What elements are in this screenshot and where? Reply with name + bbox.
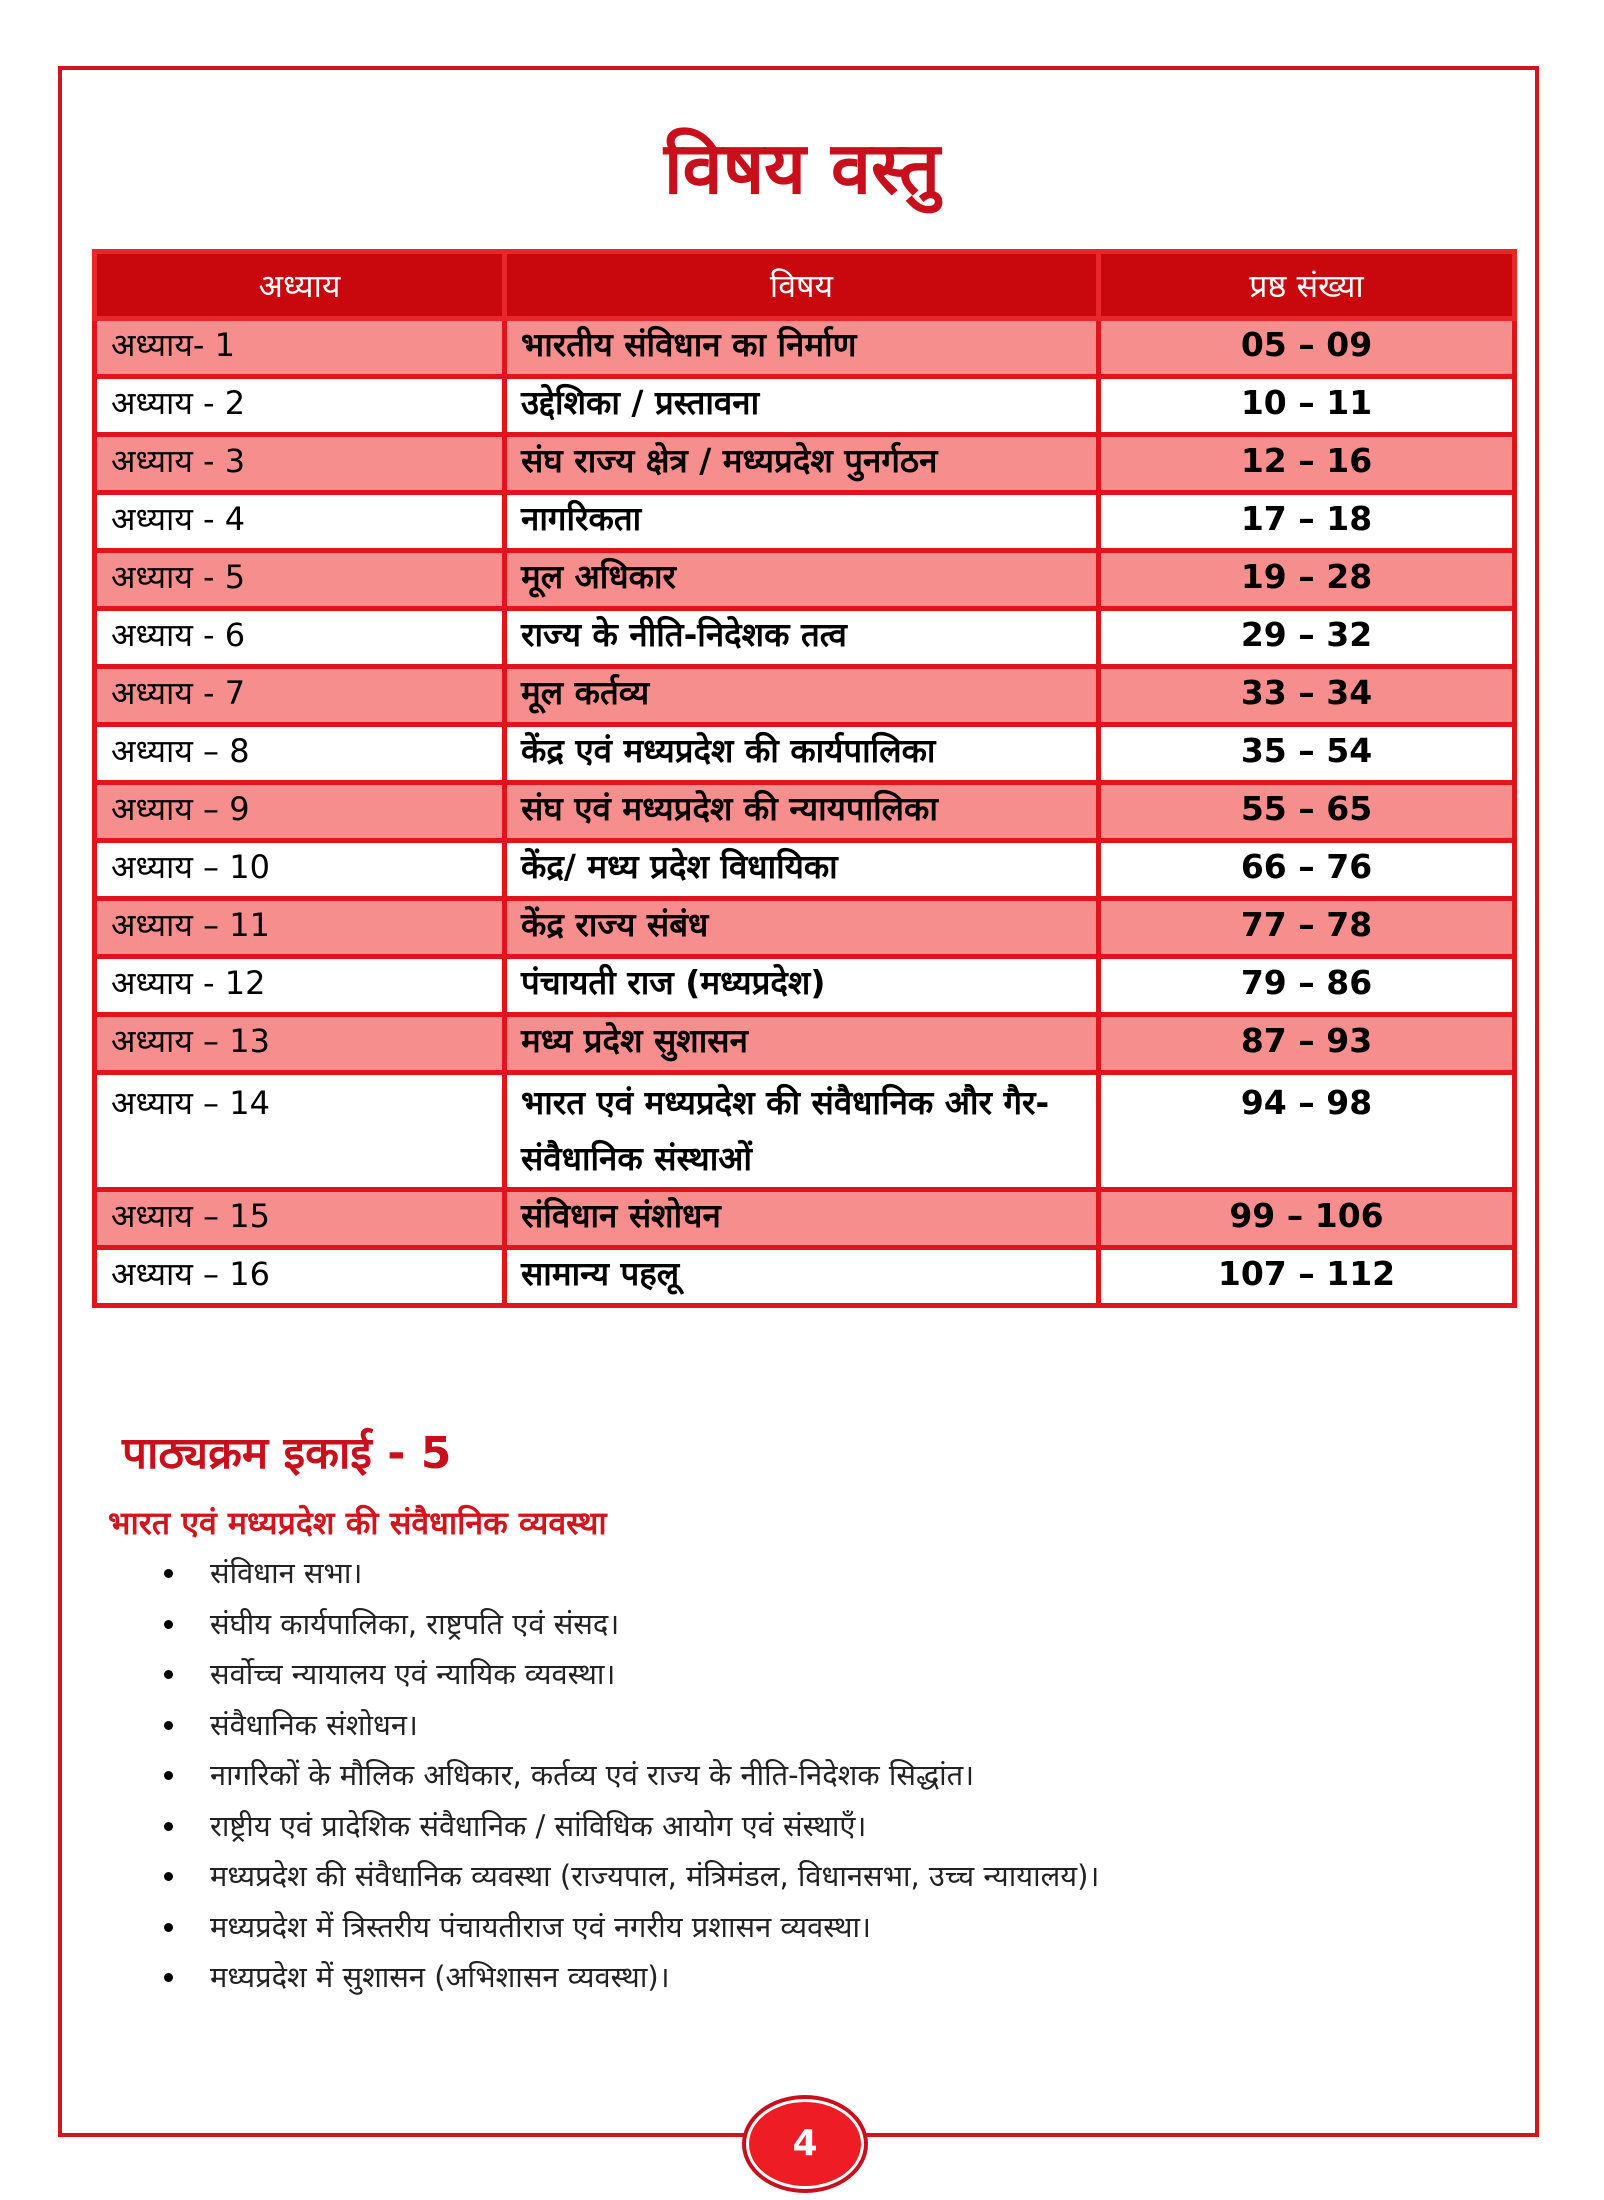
list-item — [160, 1649, 1099, 1700]
bullet-icon — [164, 1721, 173, 1730]
subject-cell: संघ राज्य क्षेत्र / मध्यप्रदेश पुनर्गठन — [505, 435, 1099, 493]
table-row — [95, 609, 1515, 667]
pages-cell: 19 – 28 — [1099, 551, 1515, 609]
header-chapter: अध्याय — [95, 252, 505, 319]
syllabus-list — [160, 1548, 1099, 2003]
table-row — [95, 899, 1515, 957]
syllabus-subtitle: भारत एवं मध्यप्रदेश की संवैधानिक व्यवस्था — [108, 1504, 607, 1542]
subject-cell: संविधान संशोधन — [505, 1190, 1099, 1248]
list-item-text: नागरिकों के मौलिक अधिकार, कर्तव्य एवं राज्य के नीति-निदेशक सिद्धांत। — [210, 1758, 975, 1792]
pages-cell: 66 – 76 — [1099, 841, 1515, 899]
table-row — [95, 435, 1515, 493]
subject-cell: भारतीय संविधान का निर्माण — [505, 319, 1099, 377]
list-item — [160, 1952, 1099, 2003]
pages-cell: 12 – 16 — [1099, 435, 1515, 493]
list-item — [160, 1700, 1099, 1751]
table-row — [95, 1248, 1515, 1306]
bullet-icon — [164, 1670, 173, 1679]
table-row — [95, 783, 1515, 841]
chapter-cell: अध्याय – 13 — [95, 1015, 505, 1073]
chapter-cell: अध्याय – 14 — [95, 1073, 505, 1190]
pages-cell: 79 – 86 — [1099, 957, 1515, 1015]
subject-cell: भारत एवं मध्यप्रदेश की संवैधानिक और गैर-संवैधानिक संस्थाओं — [505, 1073, 1099, 1190]
bullet-icon — [164, 1822, 173, 1831]
pages-cell: 05 – 09 — [1099, 319, 1515, 377]
table-row — [95, 841, 1515, 899]
bullet-icon — [164, 1569, 173, 1578]
pages-cell: 99 – 106 — [1099, 1190, 1515, 1248]
pages-cell: 35 – 54 — [1099, 725, 1515, 783]
list-item — [160, 1801, 1099, 1852]
chapter-cell: अध्याय - 2 — [95, 377, 505, 435]
table-row — [95, 493, 1515, 551]
pages-cell: 94 – 98 — [1099, 1073, 1515, 1190]
table-row — [95, 1073, 1515, 1190]
subject-cell: सामान्य पहलू — [505, 1248, 1099, 1306]
subject-cell: मूल कर्तव्य — [505, 667, 1099, 725]
page-number-badge: 4 — [746, 2099, 864, 2189]
subject-cell: राज्य के नीति-निदेशक तत्व — [505, 609, 1099, 667]
list-item — [160, 1902, 1099, 1953]
table-row — [95, 957, 1515, 1015]
list-item — [160, 1599, 1099, 1650]
contents-table — [92, 249, 1517, 1308]
list-item — [160, 1548, 1099, 1599]
pages-cell: 77 – 78 — [1099, 899, 1515, 957]
table-row — [95, 725, 1515, 783]
syllabus-title: पाठ्यक्रम इकाई - 5 — [122, 1428, 452, 1479]
bullet-icon — [164, 1973, 173, 1982]
list-item — [160, 1851, 1099, 1902]
bullet-icon — [164, 1771, 173, 1780]
chapter-cell: अध्याय - 12 — [95, 957, 505, 1015]
subject-cell: केंद्र/ मध्य प्रदेश विधायिका — [505, 841, 1099, 899]
subject-cell: मध्य प्रदेश सुशासन — [505, 1015, 1099, 1073]
header-subject: विषय — [505, 252, 1099, 319]
subject-cell: केंद्र राज्य संबंध — [505, 899, 1099, 957]
subject-cell: संघ एवं मध्यप्रदेश की न्यायपालिका — [505, 783, 1099, 841]
subject-cell: उद्देशिका / प्रस्तावना — [505, 377, 1099, 435]
table-row — [95, 1190, 1515, 1248]
table-row — [95, 551, 1515, 609]
pages-cell: 29 – 32 — [1099, 609, 1515, 667]
list-item-text: संघीय कार्यपालिका, राष्ट्रपति एवं संसद। — [210, 1606, 620, 1641]
header-pages: प्रष्ठ संख्या — [1099, 252, 1515, 319]
list-item — [160, 1750, 1099, 1801]
bullet-icon — [164, 1923, 173, 1932]
list-item-text: राष्ट्रीय एवं प्रादेशिक संवैधानिक / सांविधिक आयोग एवं संस्थाएँ। — [210, 1808, 867, 1843]
chapter-cell: अध्याय – 10 — [95, 841, 505, 899]
list-item-text: सर्वोच्च न्यायालय एवं न्यायिक व्यवस्था। — [210, 1657, 616, 1691]
table-row — [95, 377, 1515, 435]
table-header-row — [95, 252, 1515, 319]
subject-cell: नागरिकता — [505, 493, 1099, 551]
table-row — [95, 667, 1515, 725]
page-title: विषय वस्तु — [663, 126, 941, 210]
pages-cell: 17 – 18 — [1099, 493, 1515, 551]
subject-cell: केंद्र एवं मध्यप्रदेश की कार्यपालिका — [505, 725, 1099, 783]
pages-cell: 55 – 65 — [1099, 783, 1515, 841]
chapter-cell: अध्याय - 4 — [95, 493, 505, 551]
list-item-text: मध्यप्रदेश में त्रिस्तरीय पंचायतीराज एवं नगरीय प्रशासन व्यवस्था। — [210, 1909, 872, 1944]
chapter-cell: अध्याय – 11 — [95, 899, 505, 957]
subject-cell: मूल अधिकार — [505, 551, 1099, 609]
table-row — [95, 1015, 1515, 1073]
bullet-icon — [164, 1872, 173, 1881]
chapter-cell: अध्याय – 16 — [95, 1248, 505, 1306]
list-item-text: संविधान सभा। — [210, 1556, 363, 1590]
chapter-cell: अध्याय – 9 — [95, 783, 505, 841]
table-row — [95, 319, 1515, 377]
list-item-text: मध्यप्रदेश की संवैधानिक व्यवस्था (राज्यपाल, मंत्रिमंडल, विधानसभा, उच्च न्यायालय)। — [210, 1859, 1100, 1893]
chapter-cell: अध्याय – 15 — [95, 1190, 505, 1248]
chapter-cell: अध्याय - 3 — [95, 435, 505, 493]
chapter-cell: अध्याय- 1 — [95, 319, 505, 377]
chapter-cell: अध्याय - 5 — [95, 551, 505, 609]
pages-cell: 87 – 93 — [1099, 1015, 1515, 1073]
pages-cell: 10 – 11 — [1099, 377, 1515, 435]
subject-cell: पंचायती राज (मध्यप्रदेश) — [505, 957, 1099, 1015]
list-item-text: संवैधानिक संशोधन। — [210, 1707, 418, 1742]
bullet-icon — [164, 1620, 173, 1629]
pages-cell: 33 – 34 — [1099, 667, 1515, 725]
pages-cell: 107 – 112 — [1099, 1248, 1515, 1306]
chapter-cell: अध्याय - 7 — [95, 667, 505, 725]
chapter-cell: अध्याय – 8 — [95, 725, 505, 783]
chapter-cell: अध्याय - 6 — [95, 609, 505, 667]
list-item-text: मध्यप्रदेश में सुशासन (अभिशासन व्यवस्था)। — [210, 1960, 670, 1994]
